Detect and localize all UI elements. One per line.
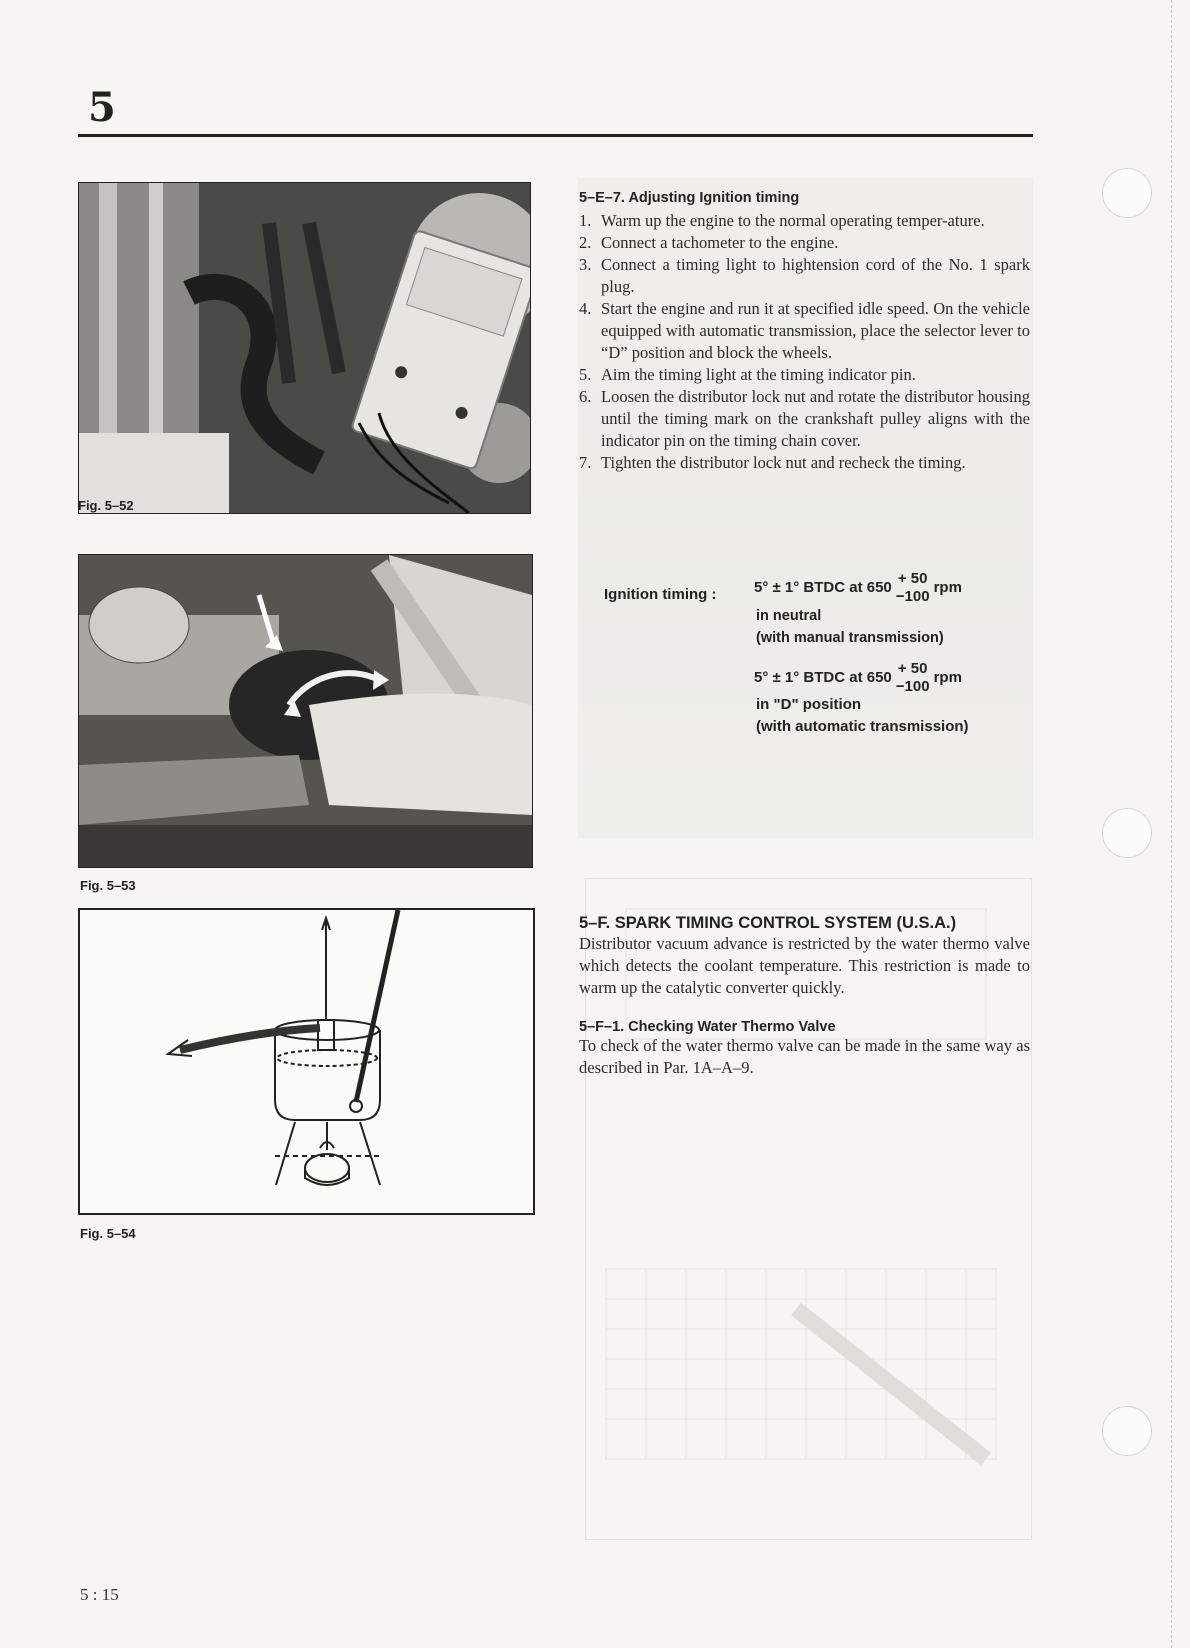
subsection-body: To check of the water thermo valve can be made in the same way as described in Par. 1A–A–9. xyxy=(579,1036,1030,1077)
spec-manual xyxy=(754,570,962,606)
timing-light-photo-icon xyxy=(79,183,530,513)
spec-label: Ignition timing : xyxy=(604,586,717,603)
step-item xyxy=(579,364,1030,386)
distributor-rotation-photo-icon xyxy=(79,555,532,867)
chapter-number: 5 xyxy=(88,84,116,131)
thermo-valve-heating-drawing-icon xyxy=(80,910,533,1213)
section-title: 5–F. SPARK TIMING CONTROL SYSTEM (U.S.A.) xyxy=(579,914,957,932)
spec-condition: in "D" position xyxy=(756,696,862,713)
figure-5-52-photo xyxy=(78,182,531,514)
section-title: 5–E–7. Adjusting Ignition timing xyxy=(579,190,800,206)
step-number: 4. xyxy=(579,299,592,318)
spec-value: 5° ± 1° BTDC at 650 xyxy=(754,668,892,686)
section-5-f xyxy=(579,914,1030,1079)
figure-5-54-drawing xyxy=(78,908,535,1215)
spec-automatic xyxy=(754,660,962,696)
spec-condition: in neutral xyxy=(756,608,822,624)
step-number: 1. xyxy=(579,211,592,230)
binder-hole xyxy=(1102,168,1152,218)
step-number: 5. xyxy=(579,365,592,384)
tolerance-minus: −100 xyxy=(895,678,930,695)
step-text: Warm up the engine to the normal operating temper-ature. xyxy=(601,211,985,230)
step-item xyxy=(579,210,1030,232)
steps-list xyxy=(579,210,1030,474)
rpm-tolerance xyxy=(896,570,930,606)
spec-unit: rpm xyxy=(933,668,962,686)
step-item xyxy=(579,298,1030,364)
figure-5-53-photo xyxy=(78,554,533,868)
section-body: Distributor vacuum advance is restricted by the water thermo valve which detects the coolant temperature. This restriction is made to warm up the catalytic converter quickly. xyxy=(579,934,1030,997)
subsection-title: 5–F–1. Checking Water Thermo Valve xyxy=(579,1019,836,1035)
step-text: Aim the timing light at the timing indicator pin. xyxy=(601,365,916,384)
binder-hole xyxy=(1102,808,1152,858)
step-number: 3. xyxy=(579,255,592,274)
page-edge xyxy=(1171,0,1176,1648)
tolerance-plus: + 50 xyxy=(897,570,928,587)
step-text: Connect a timing light to hightension cord of the No. 1 spark plug. xyxy=(601,255,1030,296)
figure-caption: Fig. 5–53 xyxy=(80,878,136,893)
step-number: 7. xyxy=(579,453,592,472)
page-number: 5 : 15 xyxy=(80,1585,119,1604)
step-text: Connect a tachometer to the engine. xyxy=(601,233,839,252)
figure-caption: Fig. 5–52 xyxy=(78,498,134,513)
spec-transmission: (with manual transmission) xyxy=(756,630,944,646)
step-number: 2. xyxy=(579,233,592,252)
figure-caption: Fig. 5–54 xyxy=(80,1226,136,1241)
header-rule xyxy=(78,134,1033,137)
step-item xyxy=(579,232,1030,254)
spec-value: 5° ± 1° BTDC at 650 xyxy=(754,578,892,596)
spec-unit: rpm xyxy=(933,578,962,596)
binder-hole xyxy=(1102,1406,1152,1456)
step-number: 6. xyxy=(579,387,592,406)
section-5-e-7 xyxy=(579,190,1030,474)
tolerance-plus: + 50 xyxy=(897,660,928,677)
tolerance-minus: −100 xyxy=(895,588,930,605)
step-item xyxy=(579,386,1030,452)
step-item xyxy=(579,452,1030,474)
step-text: Start the engine and run it at specified idle speed. On the vehicle equipped with automatic transmission, place the selector lever to “D” position and block the wheels. xyxy=(601,299,1030,362)
step-text: Loosen the distributor lock nut and rotate the distributor housing until the timing mark on the crankshaft pulley aligns with the indicator pin on the timing chain cover. xyxy=(601,387,1030,450)
step-text: Tighten the distributor lock nut and recheck the timing. xyxy=(601,453,966,472)
spec-transmission: (with automatic transmission) xyxy=(756,718,969,735)
rpm-tolerance xyxy=(896,660,930,696)
step-item xyxy=(579,254,1030,298)
